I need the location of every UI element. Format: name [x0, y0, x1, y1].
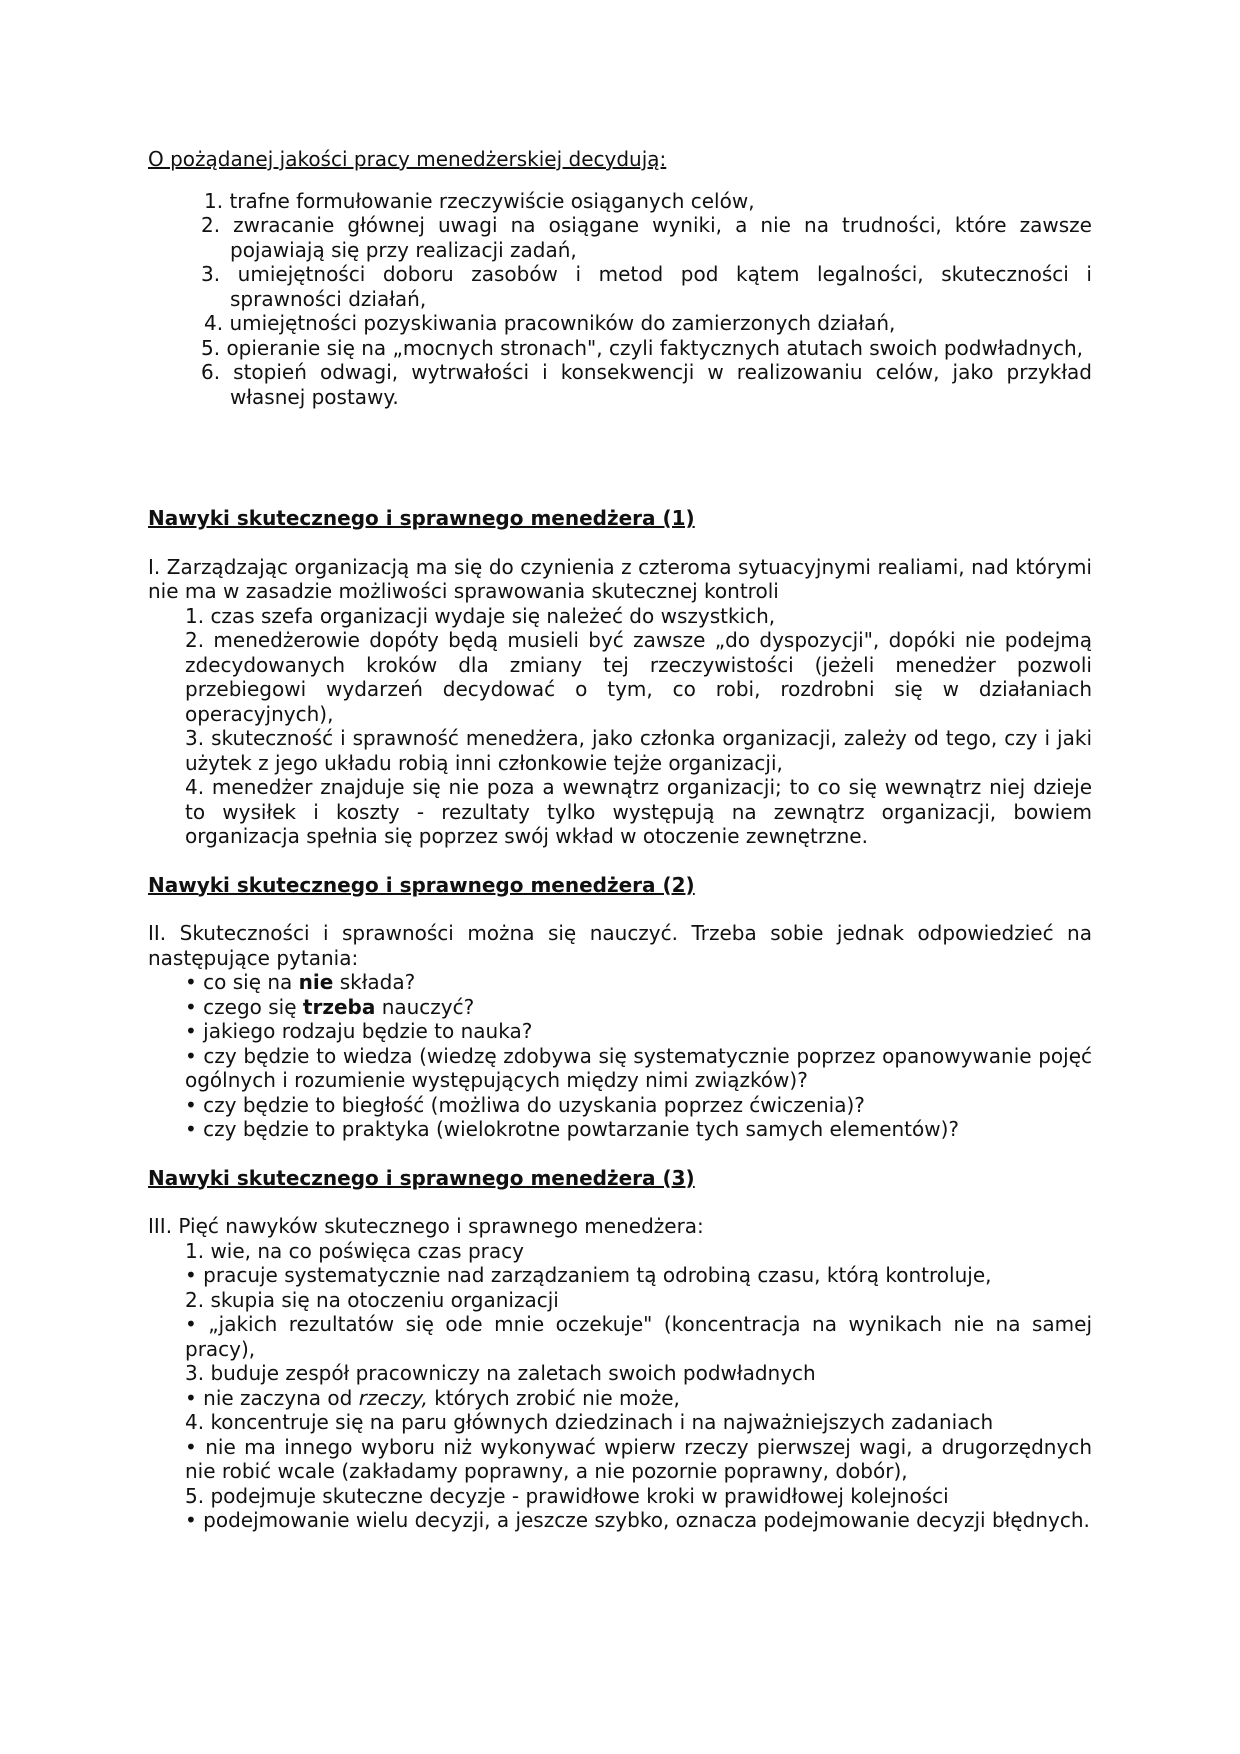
- section-heading: Nawyki skutecznego i sprawnego menedżera (1): [148, 506, 695, 530]
- list-item: • czego się trzeba nauczyć?: [185, 994, 475, 1019]
- list-item: • czy będzie to praktyka (wielokrotne powtarzanie tych samych elementów)?: [185, 1117, 960, 1141]
- document-body: [148, 147, 1092, 1533]
- criteria-item: 3. umiejętności doboru zasobów i metod pod kątem legalności, skuteczności i sprawności działań,: [201, 262, 1092, 311]
- list-item: 3. skuteczność i sprawność menedżera, jako członka organizacji, zależy od tego, czy i jaki użytek z jego układu robią inni członkowie tejże organizacji,: [185, 726, 1092, 775]
- intro-heading: O pożądanej jakości pracy menedżerskiej decydują:: [148, 147, 667, 171]
- list-item: • podejmowanie wielu decyzji, a jeszcze szybko, oznacza podejmowanie decyzji błędnych.: [185, 1508, 1090, 1532]
- list-item: • „jakich rezultatów się ode mnie oczekuje" (koncentracja na wynikach nie na samej pracy),: [185, 1312, 1092, 1361]
- criteria-item: 5. opieranie się na „mocnych stronach", czyli faktycznych atutach swoich podwładnych,: [201, 335, 1084, 360]
- criteria-item: 4. umiejętności pozyskiwania pracowników do zamierzonych działań,: [204, 311, 896, 335]
- section-2: [148, 873, 1092, 1142]
- section-lead: I. Zarządzając organizacją ma się do czynienia z czteroma sytuacyjnymi realiami, nad którymi nie ma w zasadzie możliwości sprawowania skutecznej kontroli: [148, 554, 1092, 603]
- criteria-list: [148, 189, 1092, 410]
- list-item: 5. podejmuje skuteczne decyzje - prawidłowe kroki w prawidłowej kolejności: [185, 1483, 949, 1508]
- section-heading: Nawyki skutecznego i sprawnego menedżera (3): [148, 1165, 695, 1190]
- list-item: 1. czas szefa organizacji wydaje się należeć do wszystkich,: [185, 603, 776, 628]
- criteria-item: 1. trafne formułowanie rzeczywiście osiąganych celów,: [204, 188, 755, 213]
- list-item: 2. menedżerowie dopóty będą musieli być zawsze „do dyspozycji", dopóki nie podejmą zdecydowanych kroków dla zmiany tej rzeczywistości (jeżeli menedżer pozwoli przebiegowi wydarzeń decydować o tym, co robi, rozdrobni się w działaniach operacyjnych),: [185, 628, 1092, 726]
- list-item: 1. wie, na co poświęca czas pracy: [185, 1238, 524, 1263]
- criteria-item: 6. stopień odwagi, wytrwałości i konsekwencji w realizowaniu celów, jako przykład własnej postawy.: [201, 360, 1092, 409]
- section-lead: III. Pięć nawyków skutecznego i sprawnego menedżera:: [148, 1214, 704, 1238]
- list-item: 4. koncentruje się na paru głównych dziedzinach i na najważniejszych zadaniach: [185, 1410, 994, 1434]
- list-item: 2. skupia się na otoczeniu organizacji: [185, 1287, 559, 1312]
- section-1: [148, 506, 1092, 849]
- list-item: 3. buduje zespół pracowniczy na zaletach swoich podwładnych: [185, 1361, 816, 1385]
- section-heading: Nawyki skutecznego i sprawnego menedżera (2): [148, 872, 695, 897]
- list-item: 4. menedżer znajduje się nie poza a wewnątrz organizacji; to co się wewnątrz niej dzieje to wysiłek i koszty - rezultaty tylko występują na zewnątrz organizacji, bowiem organizacja spełnia się poprzez swój wkład w otoczenie zewnętrzne.: [185, 775, 1092, 848]
- list-item: • czy będzie to biegłość (możliwa do uzyskania poprzez ćwiczenia)?: [185, 1092, 865, 1117]
- section-lead: II. Skuteczności i sprawności można się nauczyć. Trzeba sobie jednak odpowiedzieć na następujące pytania:: [148, 921, 1092, 970]
- list-item: • jakiego rodzaju będzie to nauka?: [185, 1019, 533, 1043]
- list-item: • nie ma innego wyboru niż wykonywać wpierw rzeczy pierwszej wagi, a drugorzędnych nie robić wcale (zakładamy poprawny, a nie pozornie poprawny, dobór),: [185, 1434, 1092, 1483]
- list-item: • czy będzie to wiedza (wiedzę zdobywa się systematycznie poprzez opanowywanie pojęć ogólnych i rozumienie występujących między nimi związków)?: [185, 1043, 1092, 1092]
- section-3: [148, 1166, 1092, 1533]
- list-item: • pracuje systematycznie nad zarządzaniem tą odrobiną czasu, którą kontroluje,: [185, 1263, 992, 1287]
- criteria-item: 2. zwracanie głównej uwagi na osiągane wyniki, a nie na trudności, które zawsze pojawiają się przy realizacji zadań,: [201, 213, 1092, 262]
- list-item: • co się na nie składa?: [185, 970, 416, 994]
- list-item: • nie zaczyna od rzeczy, których zrobić nie może,: [185, 1385, 680, 1410]
